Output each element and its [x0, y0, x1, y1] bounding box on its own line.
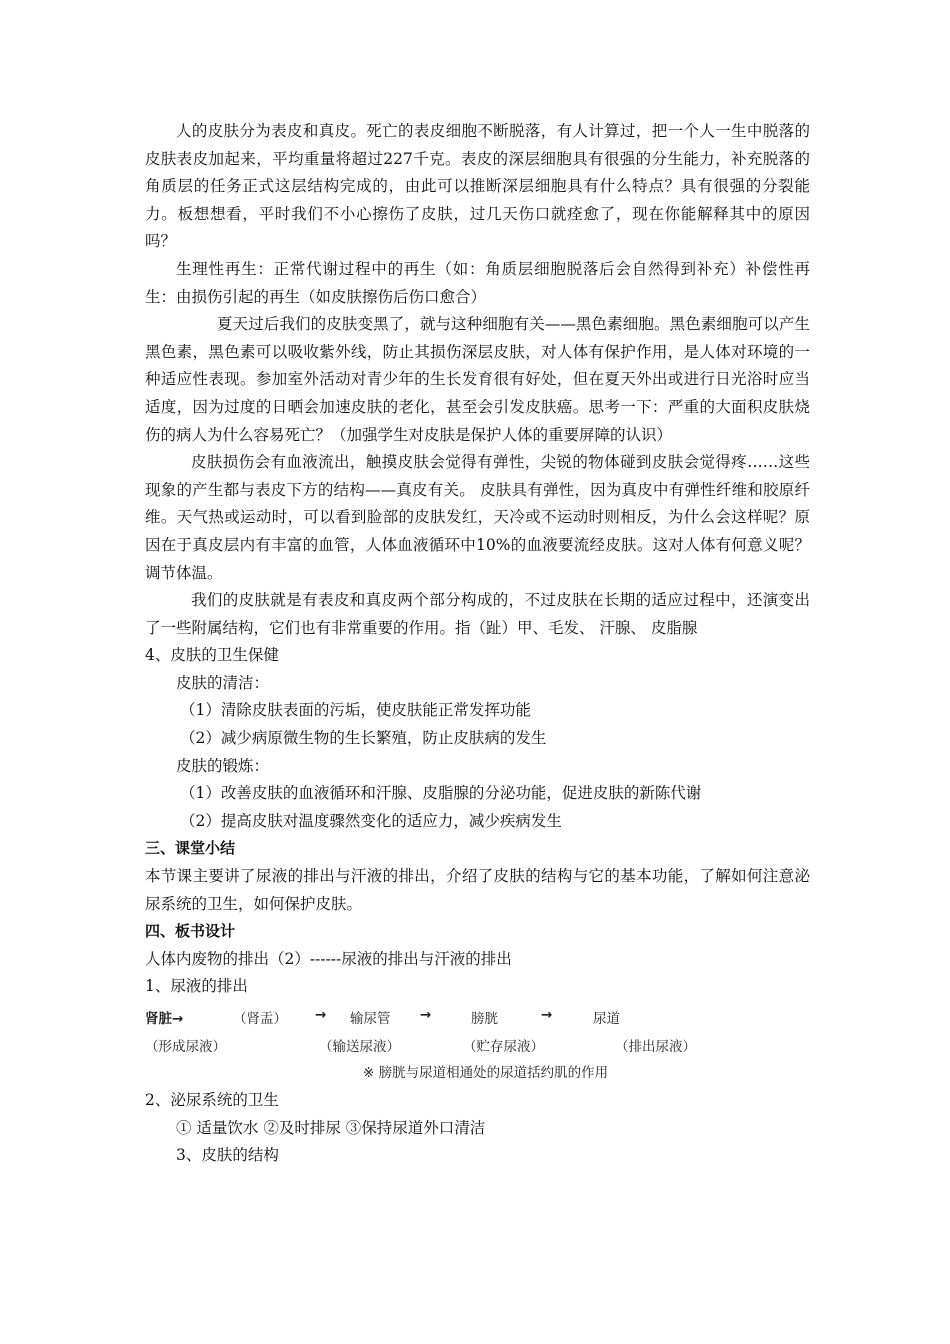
flow-sphincter-note: ※ 膀胱与尿道相通处的尿道括约肌的作用	[363, 1065, 609, 1081]
board-item-urine-excretion: 1、尿液的排出	[145, 977, 248, 996]
flow-arrow-3: →	[541, 1007, 553, 1023]
summary-text: 本节课主要讲了尿液的排出与汗液的排出，介绍了皮肤的结构与它的基本功能，了解如何注意泌尿系统的卫生，如何保护皮肤。	[145, 867, 810, 913]
skin-cleaning-label: 皮肤的清洁：	[176, 673, 270, 692]
document-page	[145, 118, 810, 1170]
paragraph-regeneration: 生理性再生：正常代谢过程中的再生（如：角质层细胞脱落后会自然得到补充）补偿性再生：由损伤引起的再生（如皮肤擦伤后伤口愈合）	[145, 259, 810, 306]
paragraph-dermis: 皮肤损伤会有血液流出，触摸皮肤会觉得有弹性，尖锐的物体碰到皮肤会觉得疼……这些现象的产生都与表皮下方的结构——真皮有关。 皮肤具有弹性，因为真皮中有弹性纤维和胶原纤维。天气热或运动时，可以看到脸部的皮肤发红，天冷或不运动时则相反，为什么会这样呢？原因在于真皮层内有丰富的血管，人体血液循环中10%的血液要流经皮肤。这对人体有何意义呢？调节体温。	[145, 453, 810, 582]
skin-exercise-point-2: （2）提高皮肤对温度骤然变化的适应力，减少疾病发生	[180, 811, 562, 830]
flow-urethra: 尿道	[593, 1011, 620, 1027]
board-item-urinary-hygiene: 2、泌尿系统的卫生	[145, 1091, 279, 1109]
flow-kidney: 肾脏→	[145, 1011, 184, 1027]
flow-bladder: 膀胱	[471, 1011, 498, 1027]
flow-kidney-function: （形成尿液）	[145, 1039, 226, 1055]
flow-renal-pelvis: （肾盂）	[233, 1011, 287, 1027]
flow-arrow-2: →	[420, 1007, 432, 1023]
summary-heading: 三、课堂小结	[145, 839, 236, 858]
flow-bladder-function: （贮存尿液）	[463, 1039, 544, 1055]
section-skin-hygiene-title: 4、皮肤的卫生保健	[145, 646, 279, 665]
urinary-hygiene-points: ① 适量饮水 ②及时排尿 ③保持尿道外口清洁	[176, 1118, 486, 1137]
board-design-heading: 四、板书设计	[145, 922, 236, 941]
paragraph-appendages: 我们的皮肤就是有表皮和真皮两个部分构成的，不过皮肤在长期的适应过程中，还演变出了一些附属结构，它们也有非常重要的作用。指（趾）甲、毛发、 汗腺、 皮脂腺	[145, 591, 810, 637]
flow-ureter-function: （输送尿液）	[319, 1039, 400, 1055]
flow-ureter: 输尿管	[350, 1011, 391, 1027]
flow-arrow-1: →	[315, 1007, 327, 1023]
skin-exercise-point-1: （1）改善皮肤的血液循环和汗腺、皮脂腺的分泌功能，促进皮肤的新陈代谢	[180, 784, 702, 803]
skin-cleaning-point-2: （2）减少病原微生物的生长繁殖，防止皮肤病的发生	[180, 729, 547, 748]
paragraph-melanocytes: 夏天过后我们的皮肤变黑了，就与这种细胞有关——黑色素细胞。黑色素细胞可以产生黑色素，黑色素可以吸收紫外线，防止其损伤深层皮肤，对人体有保护作用，是人体对环境的一种适应性表现。参加室外活动对青少年的生长发育很有好处，但在夏天外出或进行日光浴时应当适度，因为过度的日晒会加速皮肤的老化，甚至会引发皮肤癌。思考一下：严重的大面积皮肤烧伤的病人为什么容易死亡？（加强学生对皮肤是保护人体的重要屏障的认识）	[145, 315, 810, 444]
paragraph-epidermis-dermis: 人的皮肤分为表皮和真皮。死亡的表皮细胞不断脱落，有人计算过，把一个人一生中脱落的皮肤表皮加起来，平均重量将超过227千克。表皮的深层细胞具有很强的分生能力，补充脱落的角质层的任务正式这层结构完成的，由此可以推断深层细胞具有什么特点？具有很强的分裂能力。板想想看，平时我们不小心擦伤了皮肤，过几天伤口就痊愈了，现在你能解释其中的原因吗？	[145, 122, 810, 251]
board-title: 人体内废物的排出（2）------尿液的排出与汗液的排出	[145, 949, 512, 968]
urine-flow-diagram	[145, 1005, 720, 1085]
skin-cleaning-point-1: （1）清除皮肤表面的污垢，使皮肤能正常发挥功能	[180, 701, 531, 720]
skin-exercise-label: 皮肤的锻炼：	[176, 756, 270, 775]
flow-urethra-function: （排出尿液）	[615, 1039, 696, 1055]
board-item-skin-structure: 3、皮肤的结构	[176, 1146, 279, 1165]
